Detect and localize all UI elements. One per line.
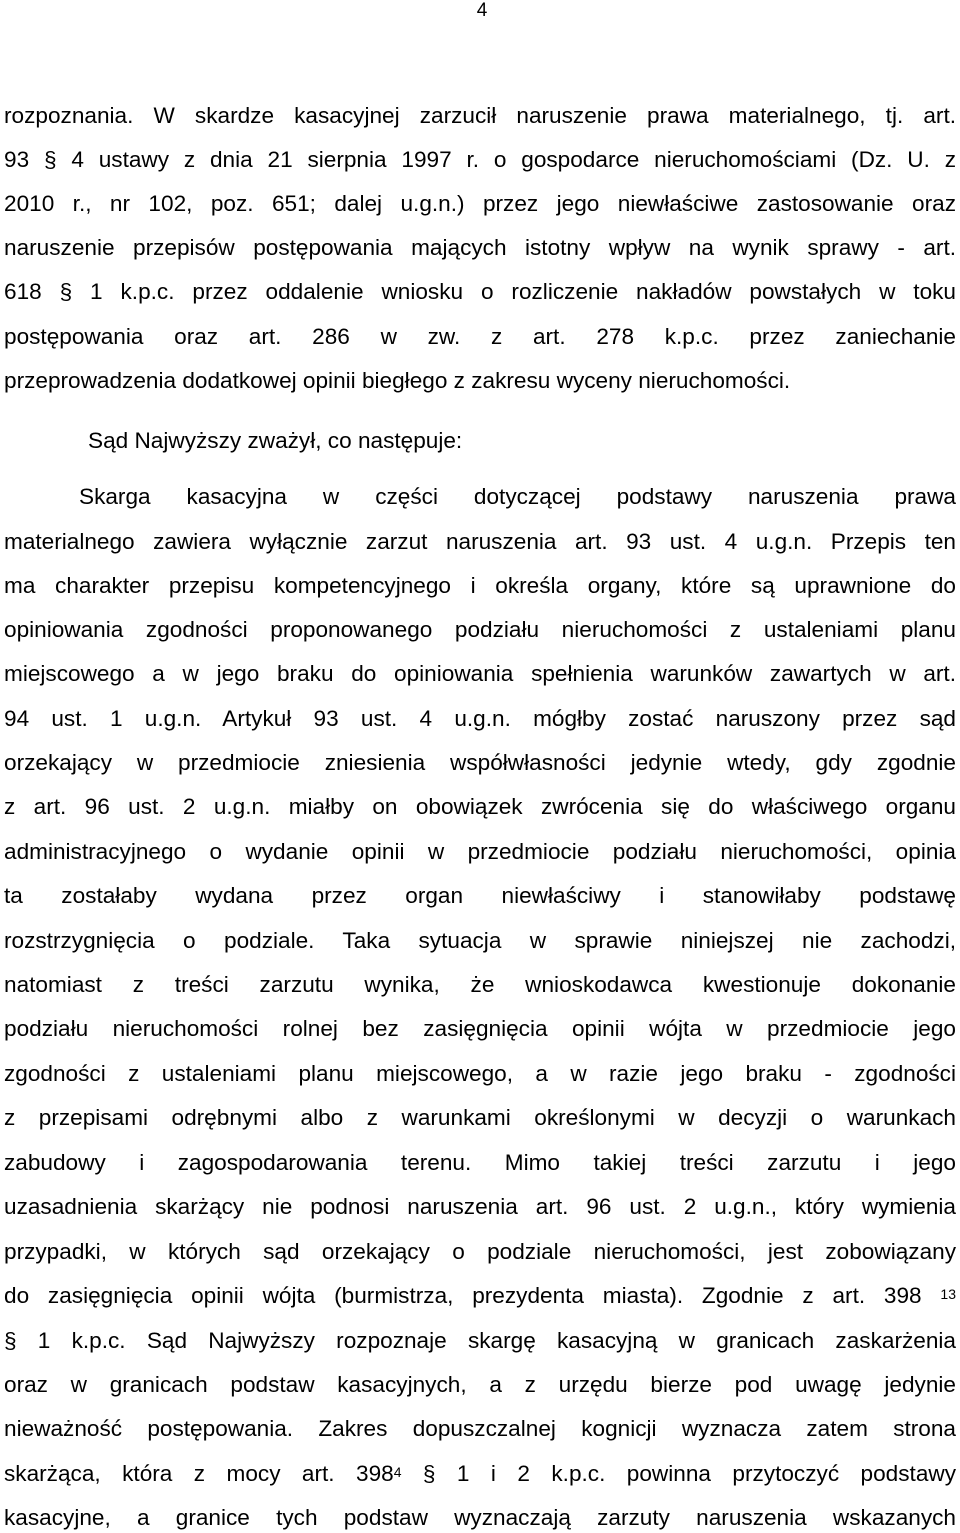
text-line: postępowania oraz art. 286 w zw. z art. 278 k.p.c. przez zaniechanie <box>4 324 956 349</box>
text-line: miejscowego a w jego braku do opiniowania spełnienia warunków zawartych w art. <box>4 661 956 686</box>
superscript: 13 <box>940 1286 956 1302</box>
text-line: podziału nieruchomości rolnej bez zasięgnięcia opinii wójta w przedmiocie jego <box>4 1016 956 1041</box>
text-line: materialnego zawiera wyłącznie zarzut naruszenia art. 93 ust. 4 u.g.n. Przepis ten <box>4 529 956 554</box>
section-heading: Sąd Najwyższy zważył, co następuje: <box>88 428 463 453</box>
text-line: ma charakter przepisu kompetencyjnego i określa organy, które są uprawnione do <box>4 573 956 598</box>
text-line: uzasadnienia skarżący nie podnosi naruszenia art. 96 ust. 2 u.g.n., który wymienia <box>4 1194 956 1219</box>
text-segment: § 1 i 2 k.p.c. powinna przytoczyć podstawy <box>401 1461 956 1486</box>
text-line: Skarga kasacyjna w części dotyczącej podstawy naruszenia prawa <box>79 484 956 509</box>
text-line: 94 ust. 1 u.g.n. Artykuł 93 ust. 4 u.g.n. mógłby zostać naruszony przez sąd <box>4 706 956 731</box>
text-line: rozpoznania. W skardze kasacyjnej zarzucił naruszenie prawa materialnego, tj. art. <box>4 103 956 128</box>
text-segment: skarżąca, która z mocy art. 398 <box>4 1461 394 1486</box>
text-line: z art. 96 ust. 2 u.g.n. miałby on obowiązek zwrócenia się do właściwego organu <box>4 794 956 819</box>
page-number: 4 <box>476 0 488 21</box>
text-line: oraz w granicach podstaw kasacyjnych, a z urzędu bierze pod uwagę jedynie <box>4 1372 956 1397</box>
text-line: zgodności z ustaleniami planu miejscowego, a w razie jego braku - zgodności <box>4 1061 956 1086</box>
text-line: przeprowadzenia dodatkowej opinii biegłego z zakresu wyceny nieruchomości. <box>4 368 791 393</box>
text-line: z przepisami odrębnymi albo z warunkami określonymi w decyzji o warunkach <box>4 1105 956 1130</box>
text-line: rozstrzygnięcia o podziale. Taka sytuacja w sprawie niniejszej nie zachodzi, <box>4 928 956 953</box>
text-line: zabudowy i zagospodarowania terenu. Mimo takiej treści zarzutu i jego <box>4 1150 956 1175</box>
text-line: przypadki, w których sąd orzekający o podziale nieruchomości, jest zobowiązany <box>4 1239 956 1264</box>
text-line: ta zostałaby wydana przez organ niewłaściwy i stanowiłaby podstawę <box>4 883 956 908</box>
text-line <box>4 1281 956 1311</box>
text-line: 618 § 1 k.p.c. przez oddalenie wniosku o rozliczenie nakładów powstałych w toku <box>4 279 956 304</box>
text-line: 2010 r., nr 102, poz. 651; dalej u.g.n.) przez jego niewłaściwe zastosowanie oraz <box>4 191 956 216</box>
text-line <box>4 1459 956 1489</box>
superscript: 4 <box>393 1464 402 1480</box>
text-line: administracyjnego o wydanie opinii w przedmiocie podziału nieruchomości, opinia <box>4 839 956 864</box>
text-line: naruszenie przepisów postępowania mających istotny wpływ na wynik sprawy - art. <box>4 235 956 260</box>
text-line: nieważność postępowania. Zakres dopuszczalnej kognicji wyznacza zatem strona <box>4 1416 956 1441</box>
text-line: natomiast z treści zarzutu wynika, że wnioskodawca kwestionuje dokonanie <box>4 972 956 997</box>
text-line: kasacyjne, a granice tych podstaw wyznaczają zarzuty naruszenia wskazanych <box>4 1505 956 1530</box>
text-line: 93 § 4 ustawy z dnia 21 sierpnia 1997 r. o gospodarce nieruchomościami (Dz. U. z <box>4 147 956 172</box>
text-line: orzekający w przedmiocie zniesienia współwłasności jedynie wtedy, gdy zgodnie <box>4 750 956 775</box>
text-line: opiniowania zgodności proponowanego podziału nieruchomości z ustaleniami planu <box>4 617 956 642</box>
text-segment: do zasięgnięcia opinii wójta (burmistrza, prezydenta miasta). Zgodnie z art. 398 <box>4 1283 922 1308</box>
text-line: § 1 k.p.c. Sąd Najwyższy rozpoznaje skargę kasacyjną w granicach zaskarżenia <box>4 1328 956 1353</box>
